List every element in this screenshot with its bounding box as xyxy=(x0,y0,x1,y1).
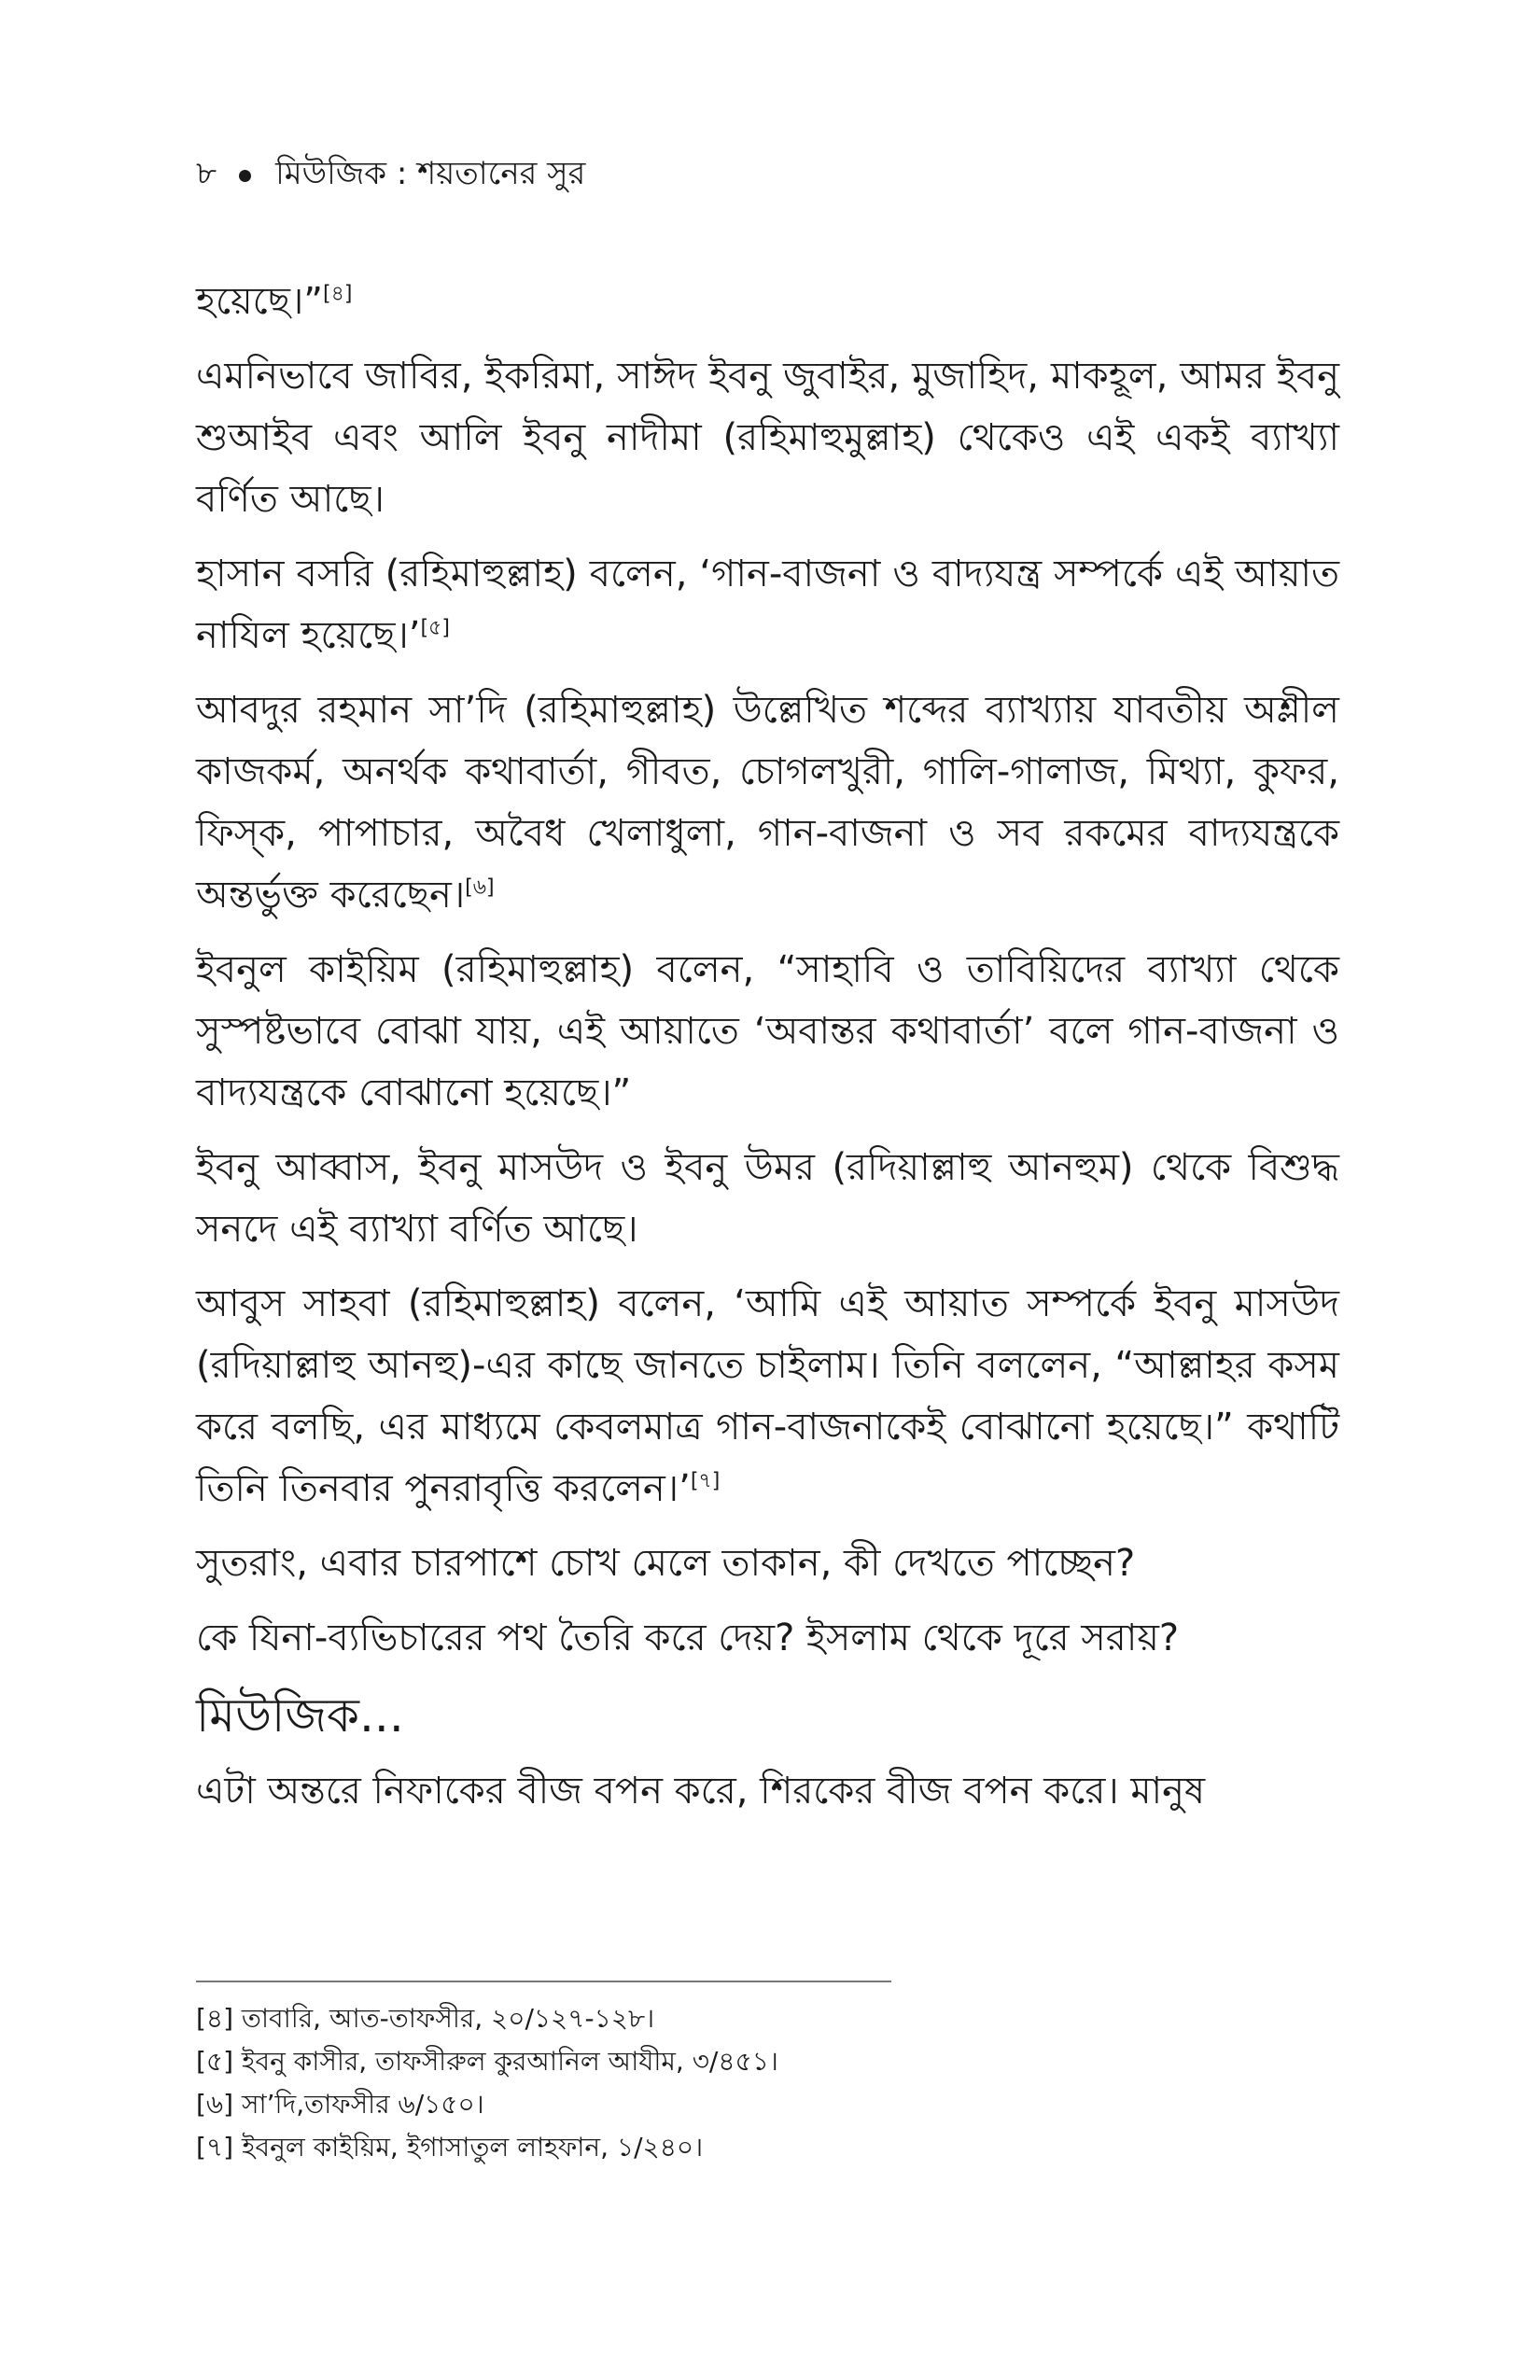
closing-paragraph: এটা অন্তরে নিফাকের বীজ বপন করে, শিরকের বীজ বপন করে। মানুষ xyxy=(196,1770,1206,1813)
footnote-ref-7: [৭] xyxy=(690,1469,721,1493)
paragraph-6: ইবনু আব্বাস, ইবনু মাসউদ ও ইবনু উমর (রদিয়াল্লাহু আনহুম) থেকে বিশুদ্ধ সনদে এই ব্যাখ্যা বর্ণিত আছে। xyxy=(196,1146,1339,1251)
footnotes xyxy=(196,1997,1339,2169)
paragraph-1: হয়েছে।”[৪] xyxy=(196,280,353,323)
bullet-separator-icon xyxy=(239,170,251,182)
paragraph-4: আবদুর রহমান সা’দি (রহিমাহুল্লাহ) উল্লেখিত শব্দের ব্যাখ্যায় যাবতীয় অশ্লীল কাজকর্ম, অনর্থক কথাবার্তা, গীবত, চোগলখুরী, গালি-গালাজ, মিথ্যা, কুফর, ফিস্‌ক, পাপাচার, অবৈধ খেলাধুলা, গান-বাজনা ও সব রকমের বাদ্যযন্ত্রকে অন্তর্ভুক্ত করেছেন।[৬] xyxy=(196,689,1339,917)
running-header xyxy=(196,149,585,203)
paragraph-2: এমনিভাবে জাবির, ইকরিমা, সাঈদ ইবনু জুবাইর, মুজাহিদ, মাকহূল, আমর ইবনু শুআইব এবং আলি ইবনু নাদীমা (রহিমাহুমুল্লাহ) থেকেও এই একই ব্যাখ্যা বর্ণিত আছে। xyxy=(196,355,1339,521)
page-number: ৮ xyxy=(196,155,217,192)
paragraph-5: ইবনুল কাইয়িম (রহিমাহুল্লাহ) বলেন, “সাহাবি ও তাবিয়িদের ব্যাখ্যা থেকে সুস্পষ্টভাবে বোঝা যায়, এই আয়াতে ‘অবান্তর কথাবার্তা’ বলে গান-বাজনা ও বাদ্যযন্ত্রকে বোঝানো হয়েছে।” xyxy=(196,948,1339,1114)
paragraph-7: আবুস সাহবা (রহিমাহুল্লাহ) বলেন, ‘আমি এই আয়াত সম্পর্কে ইবনু মাসউদ (রদিয়াল্লাহু আনহু)-এর কাছে জানতে চাইলাম। তিনি বললেন, “আল্লাহর কসম করে বলছি, এর মাধ্যমে কেবলমাত্র গান-বাজনাকেই বোঝানো হয়েছে।” কথাটি তিনি তিনবার পুনরাবৃত্তি করলেন।’[৭] xyxy=(196,1282,1339,1510)
emphasis-line: মিউজিক... xyxy=(196,1688,404,1743)
body-text xyxy=(196,271,1339,1835)
footnote-divider xyxy=(196,1981,891,1982)
paragraph-8: সুতরাং, এবার চারপাশে চোখ মেলে তাকান, কী দেখতে পাচ্ছেন? xyxy=(196,1542,1136,1585)
footnote-6: [৬] সা’দি,তাফসীর ৬/১৫০। xyxy=(196,2089,484,2120)
book-title: মিউজিক : শয়তানের সুর xyxy=(275,155,586,192)
footnote-ref-5: [৫] xyxy=(420,616,450,640)
footnote-5: [৫] ইবনু কাসীর, তাফসীরুল কুরআনিল আযীম, ৩/৪৫১। xyxy=(196,2046,778,2077)
paragraph-9: কে যিনা-ব্যভিচারের পথ তৈরি করে দেয়? ইসলাম থেকে দূরে সরায়? xyxy=(196,1617,1180,1659)
footnote-4: [৪] তাবারি, আত-তাফসীর, ২০/১২৭-১২৮। xyxy=(196,2003,655,2034)
footnote-ref-4: [৪] xyxy=(323,282,353,306)
paragraph-3: হাসান বসরি (রহিমাহুল্লাহ) বলেন, ‘গান-বাজনা ও বাদ্যযন্ত্র সম্পর্কে এই আয়াত নাযিল হয়েছে।’[৫] xyxy=(196,553,1339,657)
footnote-7: [৭] ইবনুল কাইয়িম, ইগাসাতুল লাহফান, ১/২৪০। xyxy=(196,2132,704,2163)
footnote-ref-6: [৬] xyxy=(465,875,495,900)
